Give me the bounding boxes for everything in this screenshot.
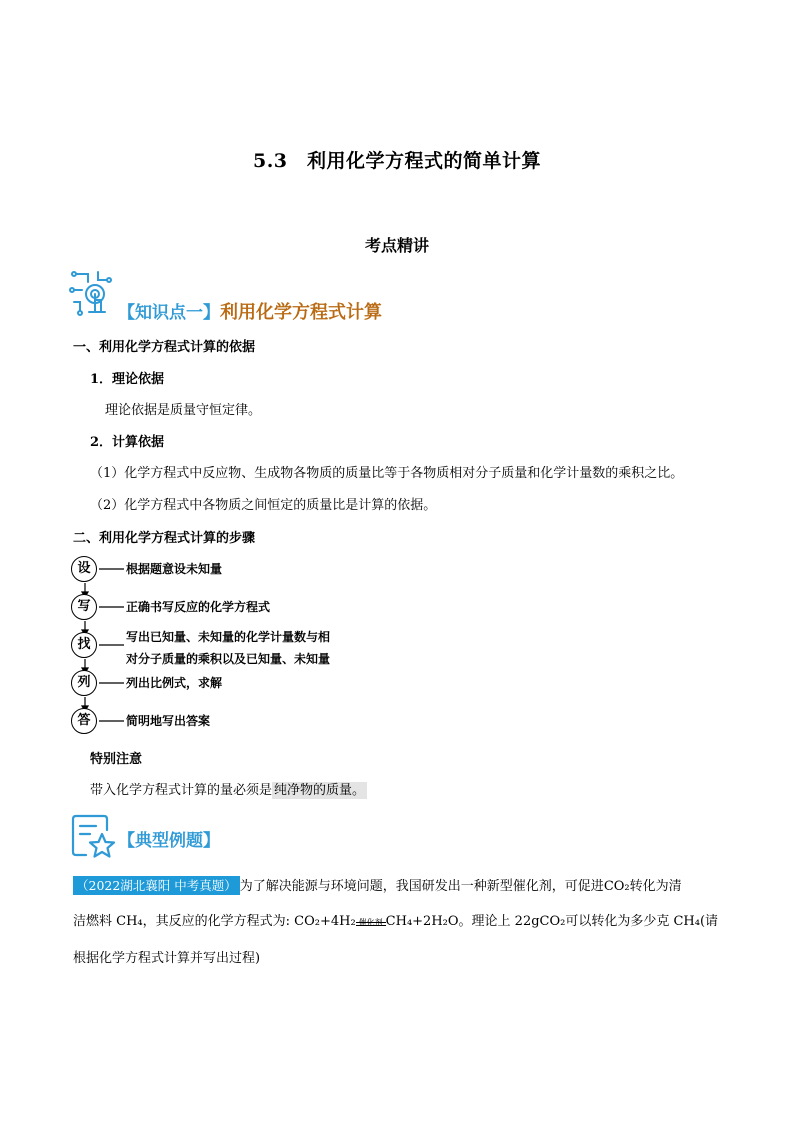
section-heading (118, 298, 382, 324)
sub1-heading: 1．理论依据 (90, 372, 165, 387)
step-circle-1: 设 (71, 556, 97, 582)
step-label-1: 根据题意设未知量 (126, 562, 223, 576)
step-label-2: 正确书写反应的化学方程式 (126, 600, 271, 614)
note-title: 特别注意 (90, 752, 143, 767)
star-document-icon (70, 814, 118, 860)
sub2-heading: 2．计算依据 (90, 435, 165, 450)
reaction-condition (356, 915, 386, 929)
step-label-3b: 对分子质量的乘积以及已知量、未知量 (126, 652, 331, 666)
step-circle-2: 写 (71, 594, 97, 620)
sub2-item-1: （1）化学方程式中反应物、生成物各物质的质量比等于各物质相对分子质量和化学计量数的乘积之比。 (90, 466, 684, 481)
note-body-shaded: 纯净物的质量。 (274, 783, 366, 798)
source-tag: （2022湖北襄阳 中考真题） (73, 876, 240, 895)
sub2-item-2: （2）化学方程式中各物质之间恒定的质量比是计算的依据。 (90, 498, 437, 513)
examples-heading: 【典型例题】 (118, 831, 220, 851)
example-line-1 (73, 870, 733, 903)
example-formula-1: CO₂转化为清 (603, 879, 682, 894)
touch-circuit-icon (68, 268, 120, 320)
page-title: 5.3 利用化学方程式的简单计算 (252, 150, 542, 172)
part1-heading: 一、利用化学方程式计算的依据 (73, 340, 256, 355)
section-main-label: 利用化学方程式计算 (220, 302, 382, 323)
example-line-2 (73, 906, 733, 938)
condition-label: 催化剂 (358, 917, 383, 927)
example-text-2a: 洁燃料 CH₄，其反应的化学方程式为: CO₂+4H₂ (73, 914, 356, 929)
step-circle-3: 找 (71, 632, 97, 658)
step-label-4: 列出比例式，求解 (126, 676, 223, 690)
step-label-3a: 写出已知量、未知量的化学计量数与相 (126, 630, 331, 644)
step-circle-5: 答 (71, 708, 97, 734)
example-text-1: 为了解决能源与环境问题，我国研发出一种新型催化剂，可促进 (239, 879, 604, 894)
step-label-5: 简明地写出答案 (126, 714, 211, 728)
example-text-2b: CH₄+2H₂O。理论上 22gCO₂可以转化为多少克 CH₄(请 (385, 914, 719, 929)
note-body (90, 779, 367, 798)
part2-heading: 二、利用化学方程式计算的步骤 (73, 531, 256, 546)
sub1-text: 理论依据是质量守恒定律。 (105, 403, 262, 418)
example-line-3: 根据化学方程式计算并写出过程) (73, 951, 261, 966)
section-bracket-label: 【知识点一】 (118, 303, 220, 323)
step-circle-4: 列 (71, 670, 97, 696)
page-subtitle: 考点精讲 (364, 236, 429, 255)
note-body-plain: 带入化学方程式计算的量必须是 (90, 783, 273, 798)
